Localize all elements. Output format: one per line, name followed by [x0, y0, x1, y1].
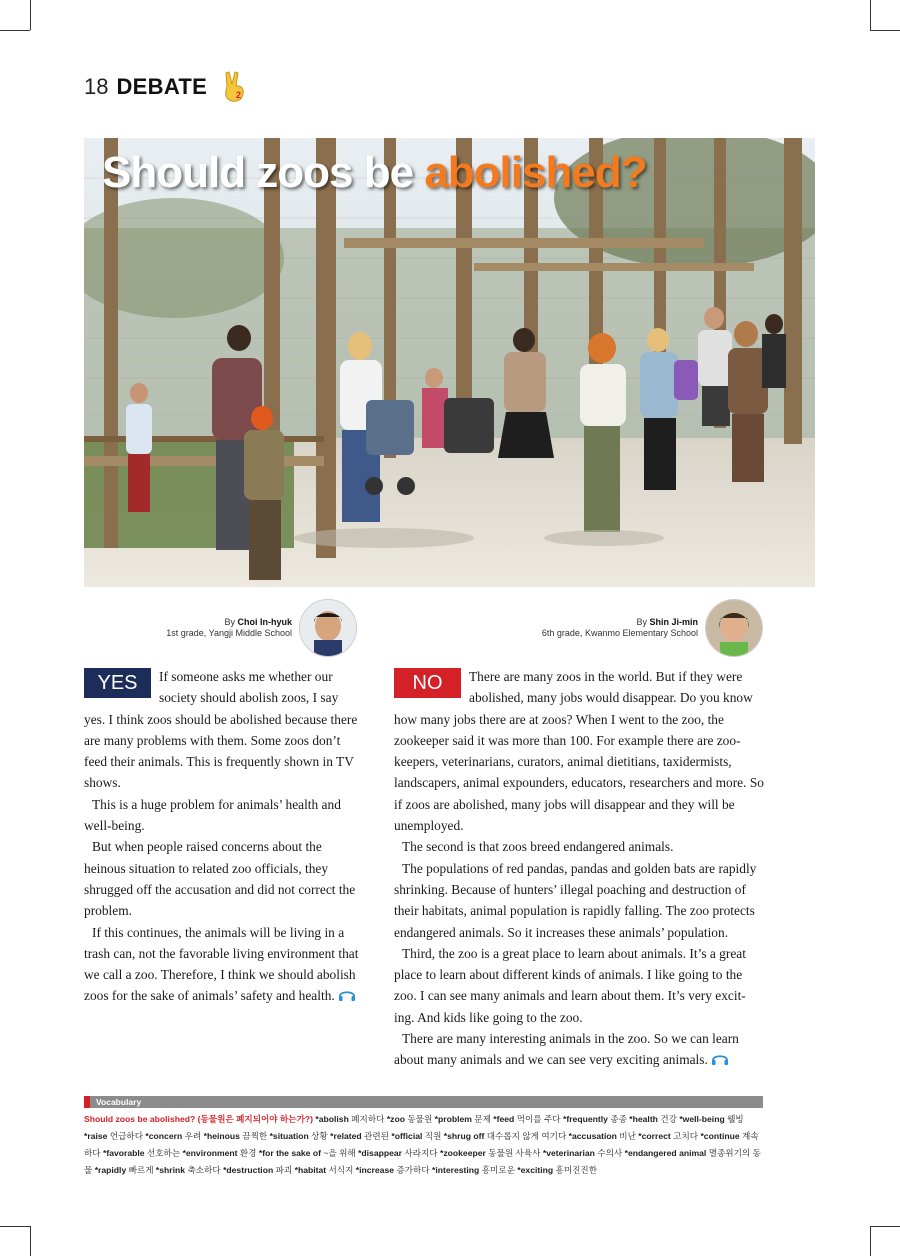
vocab-meaning: 웰빙 — [727, 1114, 744, 1124]
vocab-term: *official — [391, 1131, 423, 1141]
vocab-meaning: 동물원 사육사 — [488, 1148, 541, 1158]
headline-part2: abolished? — [424, 148, 647, 197]
no-badge: NO — [394, 668, 461, 698]
crop-mark — [870, 30, 900, 31]
vocab-meaning: 직원 — [424, 1131, 442, 1141]
byline-author — [140, 617, 292, 628]
page-header — [84, 70, 249, 104]
author-school: 1st grade, Yangji Middle School — [166, 628, 292, 638]
vocab-term: *destruction — [223, 1165, 274, 1175]
vocab-meaning: 먹이를 주다 — [516, 1114, 561, 1124]
vocab-meaning: 폐지하다 — [351, 1114, 385, 1124]
vocab-meaning: 선호하는 — [146, 1148, 181, 1158]
vocab-term: *endangered animal — [624, 1148, 707, 1158]
byline-right — [490, 617, 698, 639]
vocab-term: *veterinarian — [542, 1148, 595, 1158]
boy-portrait — [300, 600, 356, 656]
no-paragraph: The populations of red pandas, pandas and golden bats are rapidly shrinking. Because of hunters’ illegal poaching and destruction of their habitats, animal population is rapidly falling. The zoo protects endangered animals. So it increases these animals’ population. — [394, 860, 757, 940]
vocab-meaning: 관련된 — [364, 1131, 389, 1141]
author-name: Shin Ji-min — [649, 617, 698, 627]
headline-part1: Should zoos be — [102, 148, 425, 197]
vocab-meaning: 환경 — [239, 1148, 257, 1158]
byline-left — [140, 617, 292, 639]
yes-paragraph-last — [84, 922, 360, 1007]
vocab-term: *favorable — [103, 1148, 145, 1158]
vocab-term: *problem — [434, 1114, 472, 1124]
vocab-term: *increase — [355, 1165, 395, 1175]
section-title: DEBATE — [116, 74, 208, 99]
vocab-meaning: 멸종위기의 동물 — [84, 1148, 761, 1175]
no-column — [394, 666, 766, 1071]
vocab-meaning: 동물원 — [407, 1114, 433, 1124]
byline-author — [490, 617, 698, 628]
vocabulary-question: Should zoos be abolished? (동물원은 폐지되어야 하는가?) — [84, 1114, 313, 1124]
svg-text:2: 2 — [236, 90, 242, 100]
vocabulary-bar — [84, 1096, 763, 1108]
headphones-icon — [711, 1052, 729, 1066]
vocabulary-label: Vocabulary — [96, 1097, 142, 1107]
vocab-meaning: 사라지다 — [404, 1148, 438, 1158]
vocab-term: *heinous — [203, 1131, 240, 1141]
vocab-term: *disappear — [358, 1148, 403, 1158]
vocab-term: *exciting — [517, 1165, 554, 1175]
vocabulary-list — [84, 1111, 764, 1179]
vocab-term: *accusation — [568, 1131, 617, 1141]
girl-portrait — [706, 600, 762, 656]
headphones-icon — [338, 988, 356, 1002]
vocab-term: *for the sake of — [258, 1148, 321, 1158]
vocab-term: *situation — [269, 1131, 309, 1141]
vocabulary-marker — [84, 1096, 90, 1108]
byline-prefix: By — [636, 617, 650, 627]
author-school: 6th grade, Kwanmo Elementary School — [541, 628, 698, 638]
vocab-term: *zookeeper — [440, 1148, 486, 1158]
avatar-left — [299, 599, 357, 657]
vocab-meaning: 문제 — [474, 1114, 491, 1124]
crop-mark — [0, 30, 30, 31]
vocab-term: *environment — [182, 1148, 238, 1158]
vocab-meaning: 끔찍한 — [242, 1131, 268, 1141]
vocab-meaning: 파괴 — [275, 1165, 293, 1175]
headline — [102, 148, 647, 198]
vocab-term: *frequently — [563, 1114, 608, 1124]
vocab-term: *rapidly — [94, 1165, 127, 1175]
vocab-meaning: 서식지 — [328, 1165, 354, 1175]
crop-mark — [870, 0, 871, 30]
yes-paragraph: This is a huge problem for animals’ health and well-being. — [84, 796, 341, 834]
yes-paragraph: If someone asks me whether our society should abolish zoos, I say yes. I think zoos should be abolished because there are many problems with them. Some zoos don’t feed their animals. This is frequently shown in TV shows. — [84, 669, 358, 791]
crop-mark — [870, 1226, 900, 1227]
vocab-meaning: 언급하다 — [109, 1131, 144, 1141]
vocab-meaning: 흥미로운 — [481, 1165, 515, 1175]
crop-mark — [30, 1226, 31, 1256]
crop-mark — [870, 1226, 871, 1256]
vocab-term: *zoo — [386, 1114, 405, 1124]
vocab-meaning: 축소하다 — [187, 1165, 221, 1175]
page-number: 18 — [84, 74, 109, 99]
vocab-term: *interesting — [432, 1165, 480, 1175]
vocab-meaning: 비난 — [619, 1131, 636, 1141]
no-paragraph-text: There are many interesting animals in the zoo. So we can learn about many animals and we can see very exciting animals. — [394, 1031, 739, 1068]
vocab-term: *shrink — [155, 1165, 186, 1175]
zoo-visitors-photo — [84, 138, 815, 587]
vocab-meaning: 계속하다 — [84, 1131, 759, 1158]
crop-mark — [0, 1226, 30, 1227]
vocab-meaning: 우려 — [184, 1131, 202, 1141]
vocab-meaning: 종종 — [610, 1114, 627, 1124]
vocab-term: *correct — [638, 1131, 671, 1141]
yes-badge: YES — [84, 668, 151, 698]
vocab-meaning: 빠르게 — [128, 1165, 154, 1175]
vocab-term: *related — [330, 1131, 362, 1141]
vocab-term: *shrug off — [443, 1131, 485, 1141]
victory-hand-icon — [221, 70, 249, 104]
avatar-right — [705, 599, 763, 657]
vocab-meaning: 수의사 — [597, 1148, 623, 1158]
yes-paragraph: But when people raised concerns about the heinous situation to related zoo officials, they shrugged off the accusation and did not correct the problem. — [84, 839, 356, 919]
yes-paragraph-text: If this continues, the animals will be living in a trash can, not the favorable living environment that we call a zoo. Therefore, I think we should abolish zoos for the sake of animals’ safety and health. — [84, 924, 359, 1004]
author-name: Choi In-hyuk — [237, 617, 292, 627]
vocab-term: *well-being — [679, 1114, 725, 1124]
vocab-term: *continue — [700, 1131, 740, 1141]
vocab-meaning: 상황 — [311, 1131, 328, 1141]
yes-column — [84, 666, 360, 1007]
no-paragraph: There are many zoos in the world. But if they were abolished, many jobs would disappear. Do you know how many jobs there are at zoos? When I went to the zoo, the zookeeper said it was more than 100. For example there are zoo-keepers, veterinarians, curators, animal dietitians, taxidermists, landscapers, animal expounders, educators, researchers and more. So if zoos are abolished, many jobs will disappear and they will be unemployed. — [394, 669, 764, 834]
crop-mark — [30, 0, 31, 30]
vocab-meaning: ~을 위해 — [323, 1148, 356, 1158]
vocab-term: *health — [629, 1114, 658, 1124]
byline-prefix: By — [224, 617, 238, 627]
vocab-meaning: 흥미진진한 — [555, 1165, 598, 1175]
vocab-term: *raise — [84, 1131, 108, 1141]
no-paragraph: The second is that zoos breed endangered animals. — [402, 839, 674, 855]
hero-photo — [84, 138, 815, 587]
vocab-meaning: 대수롭지 않게 여기다 — [486, 1131, 567, 1141]
vocab-meaning: 건강 — [660, 1114, 677, 1124]
vocab-meaning: 고치다 — [673, 1131, 699, 1141]
no-paragraph-last — [394, 1028, 766, 1071]
no-paragraph: Third, the zoo is a great place to learn about animals. It’s a great place to learn about different kinds of animals. I like going to the zoo. I can see many animals and learn about them. It’s very excit-ing. And kids like going to the zoo. — [394, 945, 746, 1025]
vocab-term: *concern — [145, 1131, 183, 1141]
vocab-term: *habitat — [294, 1165, 327, 1175]
vocab-meaning: 증가하다 — [396, 1165, 430, 1175]
vocab-term: *feed — [493, 1114, 515, 1124]
vocab-term: *abolish — [315, 1114, 349, 1124]
